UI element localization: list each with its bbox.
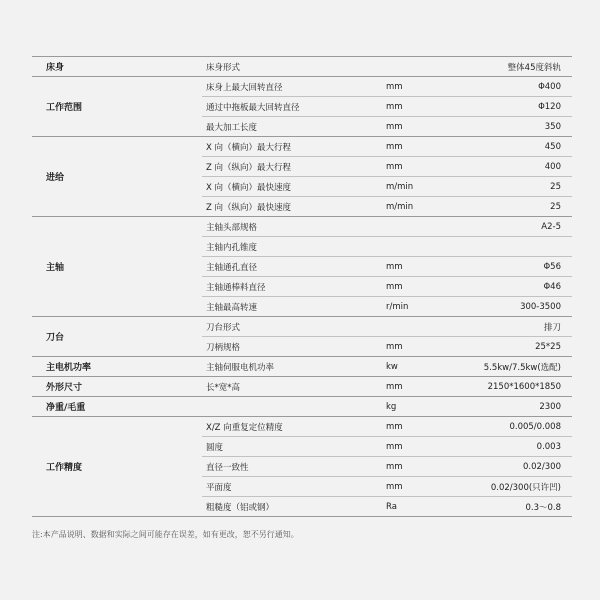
param-cell: 主轴最高转速: [206, 302, 258, 313]
param-cell: 主轴内孔锥度: [206, 242, 258, 253]
param-cell: 长*宽*高: [206, 382, 241, 393]
unit-cell: mm: [386, 101, 403, 112]
spec-row: [202, 77, 572, 97]
group-label: 工作范围: [46, 103, 83, 113]
param-cell: X/Z 向重复定位精度: [206, 422, 283, 433]
group-rows: [202, 377, 572, 396]
value-cell: 25: [550, 181, 561, 192]
group-rows: [202, 317, 572, 356]
spec-group: [32, 77, 572, 137]
value-cell: Φ56: [543, 261, 561, 272]
spec-row: [202, 177, 572, 197]
group-rows: [202, 357, 572, 376]
spec-row: [202, 217, 572, 237]
param-cell: 主轴头部规格: [206, 222, 258, 233]
group-label: 主轴: [46, 263, 65, 273]
spec-row: [202, 377, 572, 396]
spec-row: [202, 277, 572, 297]
group-label: 外形尺寸: [46, 383, 83, 393]
param-cell: 最大加工长度: [206, 122, 258, 133]
unit-cell: mm: [386, 141, 403, 152]
param-cell: 直径一致性: [206, 462, 249, 473]
spec-group: [32, 357, 572, 377]
unit-cell: kg: [386, 401, 397, 412]
unit-cell: mm: [386, 381, 403, 392]
param-cell: 主轴通孔直径: [206, 262, 258, 273]
value-cell: 25: [550, 201, 561, 212]
spec-group: [32, 137, 572, 217]
spec-row: [202, 157, 572, 177]
value-cell: 0.02/300(只许凹): [490, 482, 561, 493]
group-label: 净重/毛重: [46, 403, 86, 413]
group-rows: [202, 417, 572, 516]
value-cell: 整体45度斜轨: [507, 62, 561, 73]
unit-cell: mm: [386, 421, 403, 432]
unit-cell: mm: [386, 461, 403, 472]
value-cell: 0.003: [536, 441, 561, 452]
value-cell: 2150*1600*1850: [487, 381, 561, 392]
spec-row: [202, 237, 572, 257]
unit-cell: mm: [386, 441, 403, 452]
spec-row: [202, 117, 572, 136]
unit-cell: mm: [386, 341, 403, 352]
value-cell: Φ120: [538, 101, 561, 112]
spec-row: [202, 297, 572, 316]
unit-cell: r/min: [386, 301, 409, 312]
unit-cell: mm: [386, 481, 403, 492]
unit-cell: Ra: [386, 501, 397, 512]
footnote: 注:本产品说明、数据和实际之间可能存在误差，如有更改，恕不另行通知。: [32, 530, 299, 539]
param-cell: 刀台形式: [206, 322, 241, 333]
spec-row: [202, 317, 572, 337]
group-label: 进给: [46, 173, 65, 183]
spec-table: [32, 56, 572, 517]
value-cell: 25*25: [535, 341, 561, 352]
spec-row: [202, 337, 572, 356]
group-label: 床身: [46, 63, 65, 73]
group-rows: [202, 137, 572, 216]
unit-cell: mm: [386, 281, 403, 292]
group-rows: [202, 397, 572, 416]
unit-cell: mm: [386, 121, 403, 132]
param-cell: X 向（横向）最快速度: [206, 182, 292, 193]
group-rows: [202, 57, 572, 76]
value-cell: Φ46: [543, 281, 561, 292]
spec-group: [32, 397, 572, 417]
group-rows: [202, 217, 572, 316]
spec-group: [32, 377, 572, 397]
param-cell: 平面度: [206, 482, 232, 493]
value-cell: 2300: [539, 401, 561, 412]
group-label: 刀台: [46, 333, 65, 343]
spec-row: [202, 197, 572, 216]
value-cell: 0.02/300: [522, 461, 561, 472]
param-cell: Z 向（纵向）最大行程: [206, 162, 292, 173]
spec-row: [202, 477, 572, 497]
param-cell: 主轴伺服电机功率: [206, 362, 275, 373]
unit-cell: m/min: [386, 181, 414, 192]
unit-cell: m/min: [386, 201, 414, 212]
value-cell: A2-5: [541, 221, 561, 232]
spec-row: [202, 257, 572, 277]
group-label: 主电机功率: [46, 363, 92, 373]
spec-row: [202, 397, 572, 416]
spec-group: [32, 57, 572, 77]
unit-cell: mm: [386, 261, 403, 272]
spec-row: [202, 57, 572, 76]
param-cell: Z 向（纵向）最快速度: [206, 202, 292, 213]
value-cell: 350: [544, 121, 561, 132]
spec-group: [32, 217, 572, 317]
spec-group: [32, 317, 572, 357]
value-cell: 0.005/0.008: [509, 421, 561, 432]
unit-cell: mm: [386, 81, 403, 92]
param-cell: X 向（横向）最大行程: [206, 142, 292, 153]
unit-cell: kw: [386, 361, 398, 372]
spec-row: [202, 357, 572, 376]
param-cell: 通过中拖板最大回转直径: [206, 102, 300, 113]
param-cell: 粗糙度（铝或钢）: [206, 502, 275, 513]
value-cell: 排刀: [543, 322, 561, 333]
group-label: 工作精度: [46, 463, 83, 473]
value-cell: 0.3～0.8: [525, 502, 561, 513]
param-cell: 床身形式: [206, 62, 241, 73]
param-cell: 主轴通棒料直径: [206, 282, 266, 293]
param-cell: 床身上最大回转直径: [206, 82, 283, 93]
value-cell: Φ400: [538, 81, 561, 92]
param-cell: 圆度: [206, 442, 224, 453]
spec-row: [202, 97, 572, 117]
value-cell: 300-3500: [520, 301, 561, 312]
spec-row: [202, 457, 572, 477]
value-cell: 5.5kw/7.5kw(选配): [483, 362, 561, 373]
spec-row: [202, 437, 572, 457]
param-cell: 刀柄规格: [206, 342, 241, 353]
unit-cell: mm: [386, 161, 403, 172]
value-cell: 450: [544, 141, 561, 152]
spec-group: [32, 417, 572, 517]
group-rows: [202, 77, 572, 136]
spec-row: [202, 417, 572, 437]
value-cell: 400: [544, 161, 561, 172]
spec-row: [202, 137, 572, 157]
spec-row: [202, 497, 572, 516]
